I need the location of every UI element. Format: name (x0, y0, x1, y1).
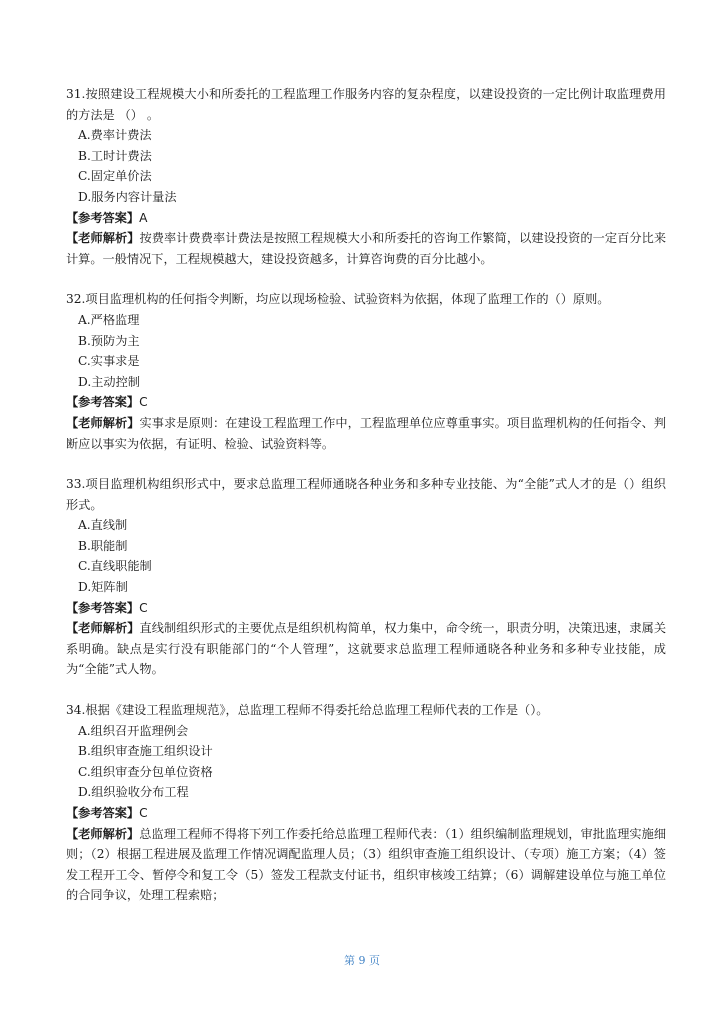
analysis-label: 【老师解析】 (66, 415, 140, 430)
question-title: 34.根据《建设工程监理规范》，总监理工程师不得委托给总监理工程师代表的工作是（）。 (66, 703, 549, 718)
reference-answer (66, 598, 666, 619)
option-d: D.组织验收分布工程 (78, 785, 189, 800)
answer-label: 【参考答案】 (66, 395, 140, 410)
option-d: D.主动控制 (78, 374, 140, 389)
teacher-analysis (66, 228, 666, 269)
analysis-label: 【老师解析】 (66, 826, 140, 841)
answer-label: 【参考答案】 (66, 600, 140, 615)
option-b: B.组织审查施工组织设计 (78, 744, 213, 759)
question-title: 33.项目监理机构组织形式中，要求总监理工程师通晓各种业务和多种专业技能、为“全能”式人才的是（）组织形式。 (66, 477, 666, 512)
option-b: B.预防为主 (78, 333, 140, 348)
option-a: A.严格监理 (78, 312, 140, 327)
question-34 (66, 700, 666, 906)
answer-value: C (139, 395, 148, 410)
reference-answer (66, 392, 666, 413)
option-c: C.固定单价法 (78, 169, 152, 184)
question-title: 31.按照建设工程规模大小和所委托的工程监理工作服务内容的复杂程度，以建设投资的一定比例计取监理费用的方法是 （） 。 (66, 87, 666, 122)
options-list (66, 721, 666, 803)
analysis-label: 【老师解析】 (66, 621, 140, 636)
teacher-analysis (66, 413, 666, 454)
option-a: A.直线制 (78, 518, 128, 533)
options-list (66, 310, 666, 392)
page-number: 第 9 页 (344, 954, 380, 967)
analysis-label: 【老师解析】 (66, 231, 140, 246)
answer-value: C (139, 600, 148, 615)
option-d: D.矩阵制 (78, 580, 128, 595)
answer-value: C (139, 806, 148, 820)
option-a: A.费率计费法 (78, 128, 152, 143)
analysis-text: 总监理工程师不得将下列工作委托给总监理工程师代表：（1）组织编制监理规划，审批监理实施细则；（2）根据工程进展及监理工作情况调配监理人员；（3）组织审查施工组织设计、（专项）施工方案；（4）签发工程开工令、暂停令和复工令（5）签发工程款支付证书，组织审核竣工结算；（6）调解建设单位与施工单位的合同争议，处理工程索赔； (66, 826, 667, 903)
reference-answer (66, 803, 666, 824)
option-a: A.组织召开监理例会 (78, 723, 189, 738)
answer-label: 【参考答案】 (66, 806, 140, 820)
reference-answer (66, 208, 666, 229)
teacher-analysis (66, 824, 666, 906)
question-title: 32.项目监理机构的任何指令判断，均应以现场检验、试验资料为依据，体现了监理工作的（）原则。 (66, 292, 610, 307)
analysis-text: 实事求是原则：在建设工程监理工作中，工程监理单位应尊重事实。项目监理机构的任何指令、判断应以事实为依据，有证明、检验、试验资料等。 (66, 415, 667, 451)
answer-label: 【参考答案】 (66, 210, 140, 225)
option-b: B.工时计费法 (78, 148, 152, 163)
option-c: C.直线职能制 (78, 559, 152, 574)
option-c: C.组织审查分包单位资格 (78, 764, 213, 779)
answer-value: A (139, 210, 148, 225)
option-b: B.职能制 (78, 538, 128, 553)
question-list (66, 84, 666, 926)
analysis-text: 直线制组织形式的主要优点是组织机构简单，权力集中，命令统一，职责分明，决策迅速，隶属关系明确。缺点是实行没有职能部门的“个人管理”，这就要求总监理工程师通晓各种业务和多种专业技能，成为“全能”式人物。 (66, 621, 667, 677)
question-31 (66, 84, 666, 269)
options-list (66, 125, 666, 207)
analysis-text: 按费率计费费率计费法是按照工程规模大小和所委托的咨询工作繁简，以建设投资的一定百分比来计算。一般情况下，工程规模越大，建设投资越多，计算咨询费的百分比越小。 (66, 231, 667, 266)
option-d: D.服务内容计量法 (78, 189, 177, 204)
question-32 (66, 289, 666, 454)
teacher-analysis (66, 618, 666, 680)
question-33 (66, 474, 666, 680)
option-c: C.实事求是 (78, 354, 140, 369)
options-list (66, 515, 666, 597)
